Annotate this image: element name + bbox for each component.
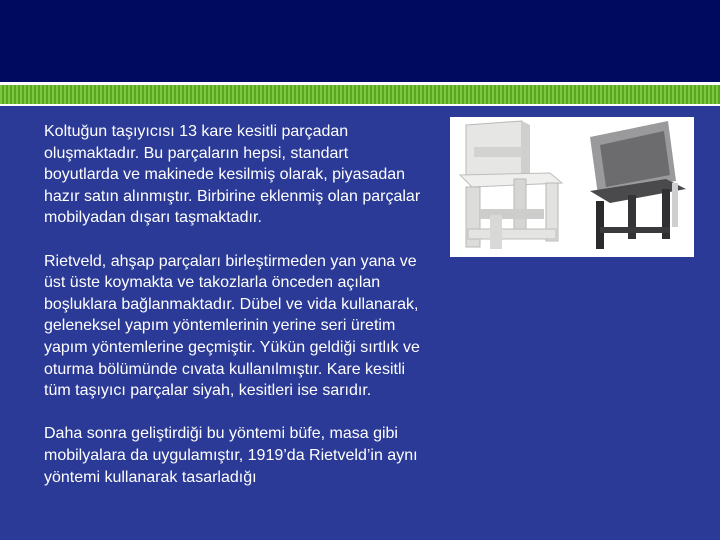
white-chair — [460, 121, 562, 249]
paragraph-construction: Koltuğun taşıyıcısı 13 kare kesitli parçadan oluşmaktadır. Bu parçaların hepsi, standart boyutlarda ve makinede kesilmiş olarak, piyasadan hazır satın alınmıştır. Birbirine eklenmiş olan parçalar mobilyadan dışarı taşmaktadır. — [44, 123, 421, 227]
body-text — [44, 121, 424, 510]
green-stripe-band — [0, 85, 720, 104]
dark-chair — [590, 121, 686, 249]
chair-photo — [450, 117, 694, 257]
header-divider-bottom — [0, 104, 720, 106]
title-band — [0, 0, 720, 82]
chairs-illustration — [450, 117, 694, 257]
paragraph-joinery: Rietveld, ahşap parçaları birleştirmeden yan yana ve üst üste koymakta ve takozlarla önceden açılan boşluklara bağlanmaktadır. Dübel ve vida kullanarak, geleneksel yapım yöntemlerinin yerine seri üretim yapım yöntemlerine geçmiştir. Yükün geldiği sırtlık ve oturma bölümünde cıvata kullanılmıştır. Kare kesitli tüm taşıyıcı parçalar siyah, kesitleri ise sarıdır. — [44, 252, 420, 400]
paragraph-furniture: Daha sonra geliştirdiği bu yöntemi büfe, masa gibi mobilyalara da uygulamıştır, 1919’da Rietveld’in aynı yöntemi kullanarak tasarladığı — [44, 425, 418, 486]
